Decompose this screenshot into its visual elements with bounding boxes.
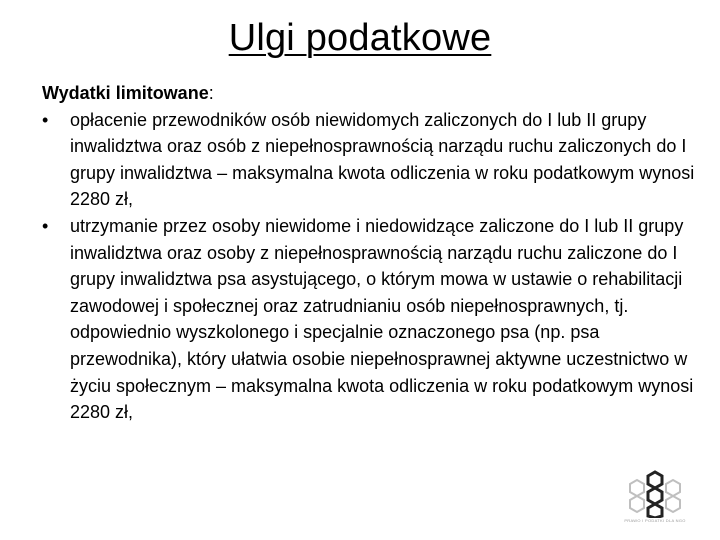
slide-title: Ulgi podatkowe [228,17,492,59]
hexagon-cluster-logo-icon [620,470,690,528]
section-heading-colon: : [208,83,214,103]
bullet-icon: • [42,215,49,236]
bullet-icon: • [42,109,49,130]
bullet-text: utrzymanie przez osoby niewidome i niedowidzące zaliczone do I lub II grupy inwalidztwa oraz osoby z niepełnosprawnością narządu ruchu zaliczone do I grupy inwalidztwa psa asystującego, o którym mowa w ustawie o rehabilitacji zawodowej i społecznej oraz zatrudnianiu osób niepełnosprawnych, tj. odpowiednio wyszkolonego i specjalnie oznaczonego psa (np. psa przewodnika), który ułatwia osobie niepełnosprawnej aktywne uczestnictwo w życiu społecznym – maksymalna kwota odliczenia w roku podatkowym wynosi 2280 zł, [70,215,694,423]
logo-caption: PRAWO I PODATKI DLA NGO [624,518,686,523]
logo-graphic [620,470,690,518]
bullet-item-assistance-dog [42,213,704,426]
section-heading-text: Wydatki limitowane [42,83,209,103]
bullet-item-guides [42,107,704,213]
bullet-text: opłacenie przewodników osób niewidomych zaliczonych do I lub II grupy inwalidztwa oraz osób z niepełnosprawnością narządu ruchu zaliczonych do I grupy inwalidztwa – maksymalna kwota odliczenia w roku podatkowym wynosi 2280 zł, [70,109,695,210]
bullet-list [42,107,704,426]
slide-body [42,80,704,426]
section-heading [42,80,704,107]
